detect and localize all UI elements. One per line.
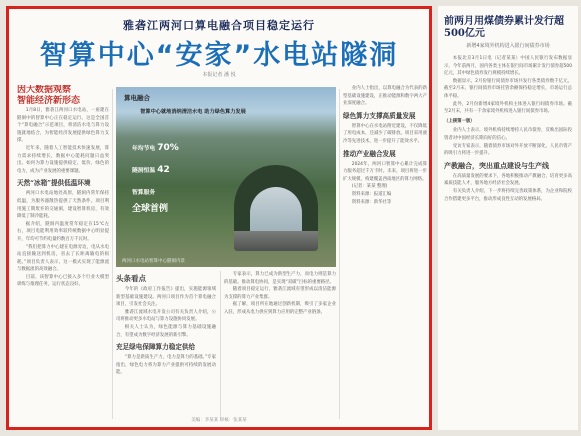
infographic-title: 算电融合: [124, 94, 150, 102]
note: 资料来源：报道汇编: [351, 191, 392, 197]
paragraph: 相关人士认为，绿色能源与算力基础设施融合，有望成为数字经济发展的新引擎。: [116, 324, 216, 338]
feature-infographic: [116, 87, 336, 267]
paragraph: 近年来，随着人工智能技术快速发展，算力需求持续增长，数据中心能耗问题日益突出。如何为算力设施提供稳定、低价、绿色的电力，成为产业发展的重要课题。: [17, 145, 109, 174]
paragraph: 2024年，两河口智算中心累计完成算力服务超过千万卡时。未来，项目将进一步扩大规模，构建覆盖西南地区的算力网络。: [343, 161, 427, 182]
article-kicker: 雅砻江两河口算电融合项目稳定运行: [123, 19, 315, 32]
stat-2: [132, 165, 170, 175]
paragraph: 两河口水电站地处高原，隧洞内常年保持低温，为服务器散热提供了天然条件。项目利用施工期废弃的交通洞，建设智算机房，有效降低了制冷能耗。: [17, 191, 109, 220]
paragraph: 此外，2月份新增4家境外机构主体进入银行间债券市场。截至2月末，共有一千余家境外机构进入银行间债券市场。: [444, 101, 572, 115]
column-1-title: 因大数据观察: [17, 85, 72, 95]
article-byline: 本报记者 潘 悦: [202, 72, 236, 78]
stat-4: [132, 201, 168, 214]
paragraph: 业内人士表示，境外机构持续增持人民币债券，反映出国际投资者对中国经济长期向好的信心。: [444, 128, 572, 141]
section-heading: 推动产业融合发展: [343, 149, 396, 158]
paragraph: 据介绍，隧洞内温度常年稳定在15℃左右，项目电能利用效率较传统数据中心明显提升，年均可节约电量约数百万千瓦时。: [17, 221, 109, 242]
adjacent-body: [444, 55, 572, 203]
adjacent-headline: 前两月用煤债券累计发行超500亿元: [444, 16, 564, 39]
paragraph: “我们把算力中心建在电源旁边，电从水电站直接输送到机房，省去了长距离输电的损耗。”项目负责人表示，这一模式实现了能源流与数据流的高效融合。: [17, 244, 109, 273]
section-heading: 天然“冰箱”提供低温环境: [17, 179, 91, 188]
article-headline: 智算中心“安家”水电站隧洞: [39, 40, 399, 71]
adjacent-subtitle: 新增4家境外机构进入银行间债券市场: [466, 43, 550, 49]
paragraph: 受访专家表示，随着债券市场对外开放不断深化，人民币资产的吸引力将进一步提升。: [444, 143, 572, 157]
continued-note: （上接第一版）: [444, 118, 475, 124]
featured-article-panel: [6, 6, 432, 430]
paragraph: 专家表示，算力已成为新型生产力，而电力则是算力的基础。推动算电协同，是实现“双碳”目标的重要路径。: [224, 272, 336, 285]
article-column-3: [343, 85, 427, 415]
stat-1: [132, 143, 179, 153]
stat-2-label: 隧洞恒温: [132, 168, 156, 174]
column-divider: [339, 89, 340, 419]
column-1-subtitle: 智能经济新形态: [17, 96, 81, 106]
column-divider: [112, 89, 113, 419]
stat-4-value: 全球首例: [132, 204, 169, 214]
paragraph: 本报北京3月1日电（记者某某）中国人民银行发布数据显示，今年前两月，国内各类主体在银行间市场累计发行债券超500亿元，其中绿色债券发行规模持续增长。: [444, 56, 572, 77]
paragraph: 1月8日，雅砻江两河口水电站，一座建在隧洞中的智算中心正在稳定运行。这是全国首个“算电融合”示范项目，将清洁水电与算力设施就地结合，为智能经济发展提供绿色算力支撑。: [17, 108, 109, 144]
photo-caption: 两河口水电站智算中心隧洞内景: [122, 259, 185, 264]
note: 资料来源：新华社等: [351, 199, 392, 205]
section-heading: 绿色算力支撑高质量发展: [343, 111, 416, 120]
stat-1-label: 年均节电: [132, 146, 156, 152]
tunnel-image: [234, 165, 318, 251]
page-footer: 美编：李某某 审核：张某某: [191, 418, 247, 423]
column-2-title: 头条看点: [116, 274, 146, 283]
paragraph: 雅砻江流域水电开发公司有关负责人介绍，公司将推动更多水电站与算力设施协同发展。: [116, 309, 216, 323]
article-column-1: [17, 85, 109, 415]
paragraph: “算力是新质生产力，电力是算力的基础。”专家指出，绿色电力将为算力产业提供可持续的发展动能。: [116, 355, 216, 376]
paragraph: 数据显示，2月份银行间债券市场共发行各类债券数千亿元。截至2月末，银行间债券市场托管余额保持稳定增长，市场运行总体平稳。: [444, 78, 572, 99]
column-divider: [220, 271, 221, 421]
article-column-2: [116, 271, 216, 411]
stat-1-value: 70%: [157, 143, 179, 153]
note: (记者：某某 整理): [351, 184, 388, 190]
infographic-text: 智算中心就地消纳清洁水电 助力绿色算力发展: [140, 109, 246, 115]
paragraph: 有关负责人介绍，下一步将持续完善政策体系，为企业和院校合作搭建更多平台，推动形成良性互动的发展格局。: [444, 188, 572, 202]
paragraph: 今年的《政府工作报告》提出，实施能源领域新型基础设施建设。两河口项目作为首个算电融合项目，引发社会关注。: [116, 287, 216, 308]
stat-3: 智算服务: [132, 190, 156, 196]
paragraph: 智算中心在水电站附近建设，不仅降低了用电成本，还减少了碳排放。项目采用液冷等先进技术，进一步提升了能效水平。: [343, 123, 427, 144]
section-heading: 充足绿电保障算力稳定供给: [116, 343, 196, 352]
paragraph: 在高质量发展的要求下，各地积极推动产教融合，培育更多高素质技能人才，服务地方经济社会发展。: [444, 173, 572, 187]
paragraph: 随着项目稳定运行，雅砻江流域有望形成以清洁能源为支撑的算力产业集群。: [224, 287, 336, 300]
section-heading: 产教融合，突出重点建设与生产线: [444, 160, 549, 170]
paragraph: 目前，该智算中心已接入多个行业大模型训练与推理任务，运行状态良好。: [17, 274, 109, 288]
tunnel-road: [234, 231, 318, 251]
stat-2-value: 42: [157, 165, 170, 175]
paragraph: 据了解，项目所在地通过创新机制，吸引了多家企业入驻，形成从电力供应到算力应用的完整产业链条。: [224, 302, 336, 315]
adjacent-article: [438, 6, 578, 430]
paragraph: 业内人士指出，以算电融合为代表的新型基础设施建设，正推动能源和数字两大产业深度融合。: [343, 86, 427, 107]
article-column-3a: [224, 271, 336, 411]
